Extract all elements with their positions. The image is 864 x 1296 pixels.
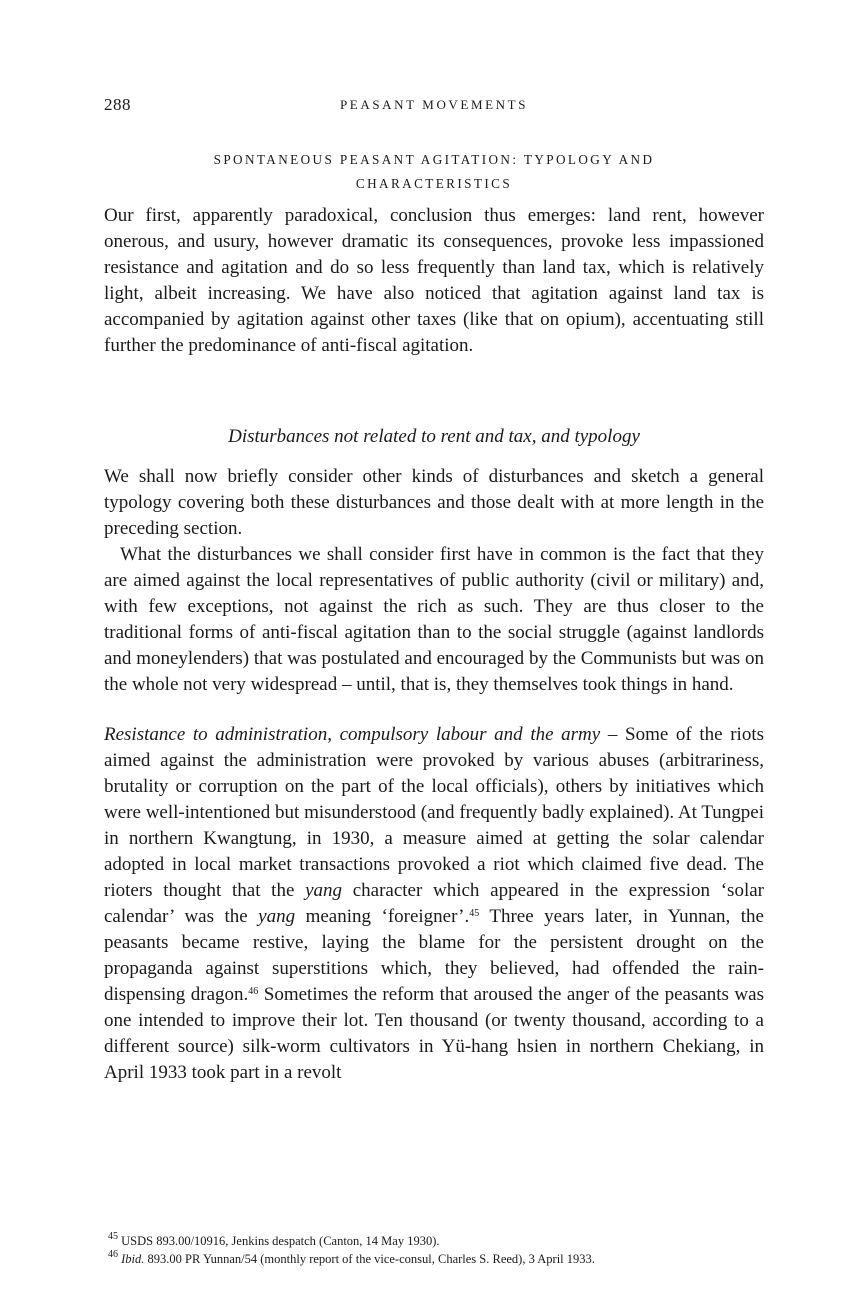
- section-heading: [104, 148, 764, 196]
- footnote-number: 45: [108, 1231, 118, 1242]
- runin-heading: Resistance to administration, compulsory labour and the army: [104, 724, 601, 745]
- intro-block: [104, 203, 764, 359]
- paragraph-typology: We shall now briefly consider other kinds of disturbances and sketch a general typology covering both these disturbances and those dealt with at more length in the preceding section.: [104, 466, 764, 539]
- footnote-45: [104, 1232, 764, 1250]
- footnote-ibid: Ibid.: [121, 1252, 145, 1266]
- resistance-block: [104, 722, 764, 1086]
- page-number: 288: [104, 95, 131, 114]
- main-text-block: [104, 464, 764, 698]
- running-title: PEASANT MOVEMENTS: [339, 97, 529, 112]
- footnote-number: 46: [108, 1249, 118, 1260]
- intro-paragraph: Our first, apparently paradoxical, conclusion thus emerges: land rent, however onerous, and usury, however dramatic its consequences, provoke less impassioned resistance and agitation and do so less frequently than land tax, which is relatively light, albeit increasing. We have also noticed that agitation against land tax is accompanied by agitation against other taxes (like that on opium), accentuating still further the predominance of anti-fiscal agitation.: [104, 205, 764, 356]
- subsection-heading: Disturbances not related to rent and tax, and typology: [228, 426, 640, 447]
- footnote-text: 893.00 PR Yunnan/54 (monthly report of the vice-consul, Charles S. Reed), 3 April 1933.: [144, 1252, 595, 1266]
- section-heading-line-1: SPONTANEOUS PEASANT AGITATION: TYPOLOGY AND: [213, 152, 655, 167]
- footnote-text: USDS 893.00/10916, Jenkins despatch (Canton, 14 May 1930).: [121, 1234, 440, 1248]
- resistance-text-e: Sometimes the reform that aroused the anger of the peasants was one intended to improve their lot. Ten thousand (or twenty thousand, according to a different source) silk-worm cultivators in Yü-hang hsien in northern Chekiang, in April 1933 took part in a revolt: [104, 984, 764, 1083]
- paragraph-public-authority: What the disturbances we shall consider first have in common is the fact that they are aimed against the local representatives of public authority (civil or military) and, with few exceptions, not against the rich as such. They are thus closer to the traditional forms of anti-fiscal agitation than to the social struggle (against landlords and moneylenders) that was postulated and encouraged by the Communists but was on the whole not very widespread – until, that is, they themselves took things in hand.: [104, 544, 764, 695]
- yang-term-1: yang: [305, 880, 343, 901]
- resistance-text-d: Three years later, in Yunnan, the peasants became restive, laying the blame for the persistent drought on the propaganda against superstitions which, they believed, had offended the rain-dispensing dragon.: [104, 906, 764, 1005]
- yang-term-2: yang: [258, 906, 296, 927]
- resistance-text-c: meaning ‘foreigner’.: [295, 906, 470, 927]
- section-heading-line-2: CHARACTERISTICS: [355, 176, 513, 191]
- resistance-text-b: character which appeared in the expression ‘solar calendar’ was the: [104, 880, 764, 927]
- footnote-ref-45[interactable]: 45: [469, 908, 480, 919]
- runin-dash: –: [600, 724, 625, 745]
- paragraph-resistance: [104, 722, 764, 1086]
- footnote-46: [104, 1250, 764, 1268]
- footnotes: [104, 1232, 764, 1268]
- footnote-ref-46[interactable]: 46: [248, 986, 259, 997]
- resistance-text-a: Some of the riots aimed against the administration were provoked by various abuses (arbitrariness, brutality or corruption on the part of the local officials), others by initiatives which were well-intentioned but misunderstood (and frequently badly explained). At Tungpei in northern Kwangtung, in 1930, a measure aimed at getting the solar calendar adopted in local market transactions provoked a riot which claimed five dead. The rioters thought that the: [104, 724, 764, 901]
- running-header: [104, 95, 764, 117]
